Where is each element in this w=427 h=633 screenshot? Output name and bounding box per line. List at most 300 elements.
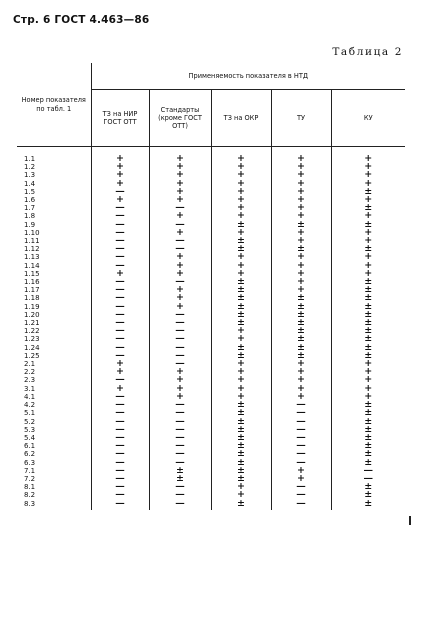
row-number: 1.22 [24, 327, 40, 336]
applicability-mark: — [271, 418, 331, 426]
row-number: 1.17 [24, 286, 40, 295]
applicability-mark: + [211, 163, 271, 171]
applicability-mark: + [149, 212, 211, 220]
table-row [17, 376, 405, 384]
table-row [17, 491, 405, 499]
applicability-mark: + [149, 270, 211, 278]
column-header-standards: Стандарты (кроме ГОСТ ОТТ) [149, 90, 211, 147]
row-number: 1.13 [24, 253, 40, 262]
applicability-mark: — [149, 360, 211, 368]
table-row [17, 278, 405, 286]
applicability-mark: ± [331, 459, 405, 467]
applicability-mark: + [91, 163, 149, 171]
applicability-mark: + [91, 155, 149, 163]
applicability-mark: + [331, 262, 405, 270]
applicability-mark: ± [271, 327, 331, 335]
applicability-mark: ± [271, 245, 331, 253]
applicability-mark: — [91, 311, 149, 319]
applicability-mark: ± [331, 434, 405, 442]
applicability-mark: + [211, 262, 271, 270]
applicability-mark: + [211, 188, 271, 196]
applicability-mark: + [331, 155, 405, 163]
applicability-mark: + [271, 171, 331, 179]
applicability-mark: — [149, 500, 211, 510]
applicability-mark: ± [271, 319, 331, 327]
applicability-mark: + [331, 270, 405, 278]
applicability-mark: + [211, 155, 271, 163]
applicability-mark: — [91, 491, 149, 499]
row-number: 3.1 [24, 384, 36, 393]
applicability-mark: ± [331, 409, 405, 417]
applicability-mark: + [271, 393, 331, 401]
applicability-mark: + [211, 368, 271, 376]
applicability-mark: — [271, 483, 331, 491]
applicability-mark: ± [331, 303, 405, 311]
applicability-mark: — [149, 327, 211, 335]
applicability-mark: + [211, 171, 271, 179]
table-row [17, 229, 405, 237]
table-row [17, 245, 405, 253]
table-row [17, 467, 405, 475]
applicability-mark: — [91, 450, 149, 458]
row-number: 4.1 [24, 392, 36, 401]
row-number: 8.3 [24, 499, 36, 508]
applicability-mark: ± [331, 327, 405, 335]
applicability-mark: + [271, 188, 331, 196]
applicability-mark: + [211, 483, 271, 491]
applicability-mark: — [149, 335, 211, 343]
applicability-mark: ± [331, 311, 405, 319]
row-number: 1.4 [24, 179, 36, 188]
applicability-mark: — [91, 393, 149, 401]
applicability-mark: — [149, 221, 211, 229]
applicability-mark: + [149, 196, 211, 204]
table-row [17, 483, 405, 491]
applicability-mark: + [271, 163, 331, 171]
applicability-mark: + [331, 385, 405, 393]
row-number: 5.4 [24, 433, 36, 442]
applicability-mark: + [149, 385, 211, 393]
row-number: 1.23 [24, 335, 40, 344]
applicability-mark: ± [331, 418, 405, 426]
table-row [17, 180, 405, 188]
table-row [17, 204, 405, 212]
applicability-mark: — [91, 327, 149, 335]
applicability-mark: — [149, 311, 211, 319]
applicability-mark: ± [331, 319, 405, 327]
row-number: 1.1 [24, 155, 36, 163]
applicability-mark: + [271, 204, 331, 212]
applicability-mark: — [91, 442, 149, 450]
applicability-mark: + [149, 253, 211, 261]
table-row [17, 237, 405, 245]
applicability-mark: ± [331, 500, 405, 510]
applicability-mark: + [331, 393, 405, 401]
row-number: 7.1 [24, 466, 36, 475]
applicability-mark: ± [211, 442, 271, 450]
applicability-mark: + [91, 385, 149, 393]
applicability-mark: — [91, 426, 149, 434]
applicability-mark: ± [331, 335, 405, 343]
applicability-mark: ± [211, 426, 271, 434]
applicability-mark: + [149, 171, 211, 179]
applicability-mark: — [91, 188, 149, 196]
applicability-mark: ± [149, 467, 211, 475]
table-row [17, 368, 405, 376]
row-number: 1.14 [24, 261, 40, 270]
row-number: 7.2 [24, 474, 36, 483]
applicability-mark: — [149, 434, 211, 442]
applicability-mark: + [211, 385, 271, 393]
applicability-mark: — [271, 442, 331, 450]
applicability-mark: + [331, 180, 405, 188]
applicability-mark: ± [331, 245, 405, 253]
column-header-tz-okr: ТЗ на ОКР [211, 90, 271, 147]
applicability-mark: — [91, 245, 149, 253]
table-row [17, 360, 405, 368]
applicability-mark: — [149, 245, 211, 253]
applicability-mark: + [271, 253, 331, 261]
row-number: 1.18 [24, 294, 40, 303]
applicability-mark: + [211, 196, 271, 204]
table-row [17, 262, 405, 270]
applicability-mark: — [91, 335, 149, 343]
row-number: 1.20 [24, 310, 40, 319]
applicability-mark: — [91, 434, 149, 442]
applicability-mark: + [211, 253, 271, 261]
applicability-mark: — [149, 459, 211, 467]
applicability-mark: — [91, 475, 149, 483]
applicability-mark: — [91, 352, 149, 360]
applicability-mark: + [271, 229, 331, 237]
applicability-mark: — [149, 319, 211, 327]
applicability-mark: ± [331, 344, 405, 352]
applicability-mark: — [149, 204, 211, 212]
table-row [17, 303, 405, 311]
applicability-mark: ± [211, 459, 271, 467]
applicability-mark: ± [211, 450, 271, 458]
applicability-mark: + [149, 286, 211, 294]
applicability-mark: ± [331, 294, 405, 302]
applicability-mark: — [91, 376, 149, 384]
column-header-tu: ТУ [271, 90, 331, 147]
row-number: 6.1 [24, 442, 36, 451]
applicability-group-header: Применяемость показателя в НТД [91, 63, 405, 90]
applicability-mark: + [149, 368, 211, 376]
applicability-mark: ± [331, 221, 405, 229]
applicability-mark: + [271, 212, 331, 220]
applicability-mark: + [211, 270, 271, 278]
applicability-mark: ± [271, 221, 331, 229]
applicability-mark: — [91, 253, 149, 261]
table-row [17, 196, 405, 204]
applicability-mark: + [91, 368, 149, 376]
applicability-mark: + [211, 229, 271, 237]
applicability-mark: + [271, 467, 331, 475]
applicability-mark: — [149, 401, 211, 409]
applicability-mark: — [149, 450, 211, 458]
applicability-mark: — [91, 237, 149, 245]
table-row [17, 426, 405, 434]
table-row [17, 311, 405, 319]
applicability-mark: + [91, 171, 149, 179]
row-number: 1.10 [24, 228, 40, 237]
table-row [17, 442, 405, 450]
applicability-mark: — [271, 409, 331, 417]
table-row [17, 418, 405, 426]
applicability-mark: — [271, 500, 331, 510]
applicability-mark: ± [211, 344, 271, 352]
applicability-mark: + [91, 196, 149, 204]
applicability-mark: — [91, 212, 149, 220]
applicability-mark: + [149, 180, 211, 188]
applicability-mark: ± [331, 491, 405, 499]
table-row [17, 409, 405, 417]
applicability-mark: ± [331, 278, 405, 286]
row-number: 1.11 [24, 237, 40, 246]
applicability-mark: — [91, 344, 149, 352]
applicability-mark: + [149, 188, 211, 196]
applicability-mark: ± [331, 483, 405, 491]
applicability-mark: ± [331, 442, 405, 450]
applicability-mark: — [91, 401, 149, 409]
applicability-mark: + [331, 237, 405, 245]
applicability-mark: — [91, 500, 149, 510]
applicability-mark: ± [211, 319, 271, 327]
row-number: 4.2 [24, 401, 36, 410]
applicability-mark: + [331, 253, 405, 261]
applicability-mark: ± [331, 401, 405, 409]
applicability-mark: + [211, 335, 271, 343]
table-body [17, 147, 405, 510]
applicability-mark: + [331, 163, 405, 171]
applicability-mark: — [149, 442, 211, 450]
applicability-mark: + [331, 196, 405, 204]
applicability-mark: + [91, 360, 149, 368]
row-number: 1.7 [24, 204, 36, 213]
table-row [17, 212, 405, 220]
row-number: 1.9 [24, 220, 36, 229]
applicability-mark: + [149, 303, 211, 311]
row-number: 1.8 [24, 212, 36, 221]
applicability-mark: ± [211, 294, 271, 302]
applicability-mark: — [91, 319, 149, 327]
table-row [17, 155, 405, 163]
applicability-mark: ± [211, 303, 271, 311]
table-row [17, 163, 405, 171]
table-row [17, 500, 405, 510]
applicability-mark: + [211, 393, 271, 401]
applicability-mark: — [271, 459, 331, 467]
applicability-mark: + [331, 360, 405, 368]
row-number: 1.12 [24, 245, 40, 254]
table-row [17, 335, 405, 343]
applicability-mark: — [91, 262, 149, 270]
applicability-mark: + [331, 212, 405, 220]
applicability-mark: + [149, 393, 211, 401]
applicability-mark: ± [211, 467, 271, 475]
applicability-mark: ± [271, 335, 331, 343]
applicability-mark: ± [211, 475, 271, 483]
applicability-mark: — [149, 409, 211, 417]
applicability-mark: + [331, 376, 405, 384]
applicability-mark: ± [331, 352, 405, 360]
table-row [17, 319, 405, 327]
applicability-mark: — [91, 204, 149, 212]
applicability-mark: ± [211, 434, 271, 442]
applicability-mark: + [149, 229, 211, 237]
applicability-mark: ± [271, 352, 331, 360]
table-row [17, 188, 405, 196]
applicability-mark: — [149, 418, 211, 426]
applicability-table [17, 63, 405, 510]
margin-mark [409, 516, 411, 525]
applicability-mark: + [211, 180, 271, 188]
applicability-mark: ± [271, 294, 331, 302]
applicability-mark: ± [211, 401, 271, 409]
table-row [17, 344, 405, 352]
applicability-mark: — [91, 483, 149, 491]
column-header-ku: КУ [331, 90, 405, 147]
applicability-mark: — [91, 409, 149, 417]
applicability-mark: — [149, 491, 211, 499]
applicability-mark: + [271, 360, 331, 368]
applicability-mark: ± [211, 221, 271, 229]
applicability-mark: ± [331, 188, 405, 196]
applicability-mark: + [271, 155, 331, 163]
row-number: 5.1 [24, 409, 36, 418]
row-number: 1.24 [24, 343, 40, 352]
row-number: 1.3 [24, 171, 36, 180]
table-row [17, 475, 405, 483]
applicability-mark: — [91, 229, 149, 237]
applicability-mark: — [91, 294, 149, 302]
table-row [17, 385, 405, 393]
applicability-mark: ± [211, 278, 271, 286]
applicability-mark: + [211, 212, 271, 220]
row-number: 5.3 [24, 425, 36, 434]
applicability-mark: ± [149, 475, 211, 483]
row-number: 1.15 [24, 269, 40, 278]
applicability-mark: + [149, 163, 211, 171]
applicability-mark: — [271, 450, 331, 458]
applicability-mark: — [91, 221, 149, 229]
spacer-row [17, 147, 405, 156]
applicability-mark: + [149, 376, 211, 384]
applicability-mark: + [271, 278, 331, 286]
applicability-mark: — [149, 352, 211, 360]
applicability-mark: + [211, 204, 271, 212]
row-number: 6.2 [24, 450, 36, 459]
page-header: Стр. 6 ГОСТ 4.463—86 [13, 14, 150, 26]
table-caption: Таблица 2 [332, 46, 403, 58]
row-number: 8.1 [24, 483, 36, 492]
applicability-mark: — [149, 237, 211, 245]
applicability-mark: + [271, 270, 331, 278]
row-number: 2.1 [24, 360, 36, 369]
applicability-mark: + [211, 327, 271, 335]
row-number: 1.21 [24, 319, 40, 328]
applicability-mark: — [271, 401, 331, 409]
applicability-mark: — [91, 278, 149, 286]
table-row [17, 393, 405, 401]
table-row [17, 434, 405, 442]
table-row [17, 294, 405, 302]
table-row [17, 171, 405, 179]
applicability-mark: + [271, 286, 331, 294]
applicability-mark: ± [211, 352, 271, 360]
applicability-mark: + [271, 376, 331, 384]
applicability-mark: — [91, 459, 149, 467]
row-number: 1.2 [24, 163, 36, 172]
applicability-mark: — [331, 467, 405, 475]
applicability-mark: + [271, 196, 331, 204]
row-number: 1.16 [24, 278, 40, 287]
applicability-mark: — [91, 286, 149, 294]
applicability-mark: + [91, 270, 149, 278]
table-row [17, 253, 405, 261]
applicability-mark: — [149, 344, 211, 352]
applicability-mark: — [331, 475, 405, 483]
row-number: 1.25 [24, 351, 40, 360]
applicability-mark: + [149, 262, 211, 270]
applicability-mark: + [271, 262, 331, 270]
applicability-mark: + [271, 180, 331, 188]
applicability-mark: — [149, 278, 211, 286]
row-number: 8.2 [24, 491, 36, 500]
table-row [17, 450, 405, 458]
row-number: 1.6 [24, 196, 36, 205]
table-row [17, 327, 405, 335]
applicability-mark: ± [271, 344, 331, 352]
applicability-mark: — [149, 483, 211, 491]
table-row [17, 352, 405, 360]
applicability-mark: + [331, 229, 405, 237]
applicability-mark: ± [331, 204, 405, 212]
row-number: 2.3 [24, 376, 36, 385]
applicability-mark: ± [211, 237, 271, 245]
table-row [17, 270, 405, 278]
applicability-mark: ± [331, 426, 405, 434]
row-number: 5.2 [24, 417, 36, 426]
column-header-tz-nir: ТЗ на НИР ГОСТ ОТТ [91, 90, 149, 147]
applicability-mark: ± [211, 500, 271, 510]
applicability-mark: + [271, 385, 331, 393]
applicability-mark: + [149, 294, 211, 302]
applicability-mark: ± [331, 286, 405, 294]
applicability-mark: — [91, 467, 149, 475]
table-row [17, 286, 405, 294]
applicability-mark: — [271, 491, 331, 499]
row-number: 6.3 [24, 458, 36, 467]
applicability-mark: — [91, 303, 149, 311]
applicability-mark: + [91, 180, 149, 188]
row-number: 2.2 [24, 368, 36, 377]
applicability-mark: ± [271, 303, 331, 311]
table-row [17, 221, 405, 229]
row-number: 1.5 [24, 187, 36, 196]
applicability-mark: — [149, 426, 211, 434]
applicability-mark: ± [271, 311, 331, 319]
applicability-mark: ± [211, 418, 271, 426]
applicability-mark: + [331, 171, 405, 179]
applicability-mark: ± [211, 245, 271, 253]
applicability-mark: + [211, 360, 271, 368]
applicability-mark: — [271, 426, 331, 434]
applicability-mark: — [271, 434, 331, 442]
row-number: 1.19 [24, 302, 40, 311]
applicability-mark: ± [211, 311, 271, 319]
